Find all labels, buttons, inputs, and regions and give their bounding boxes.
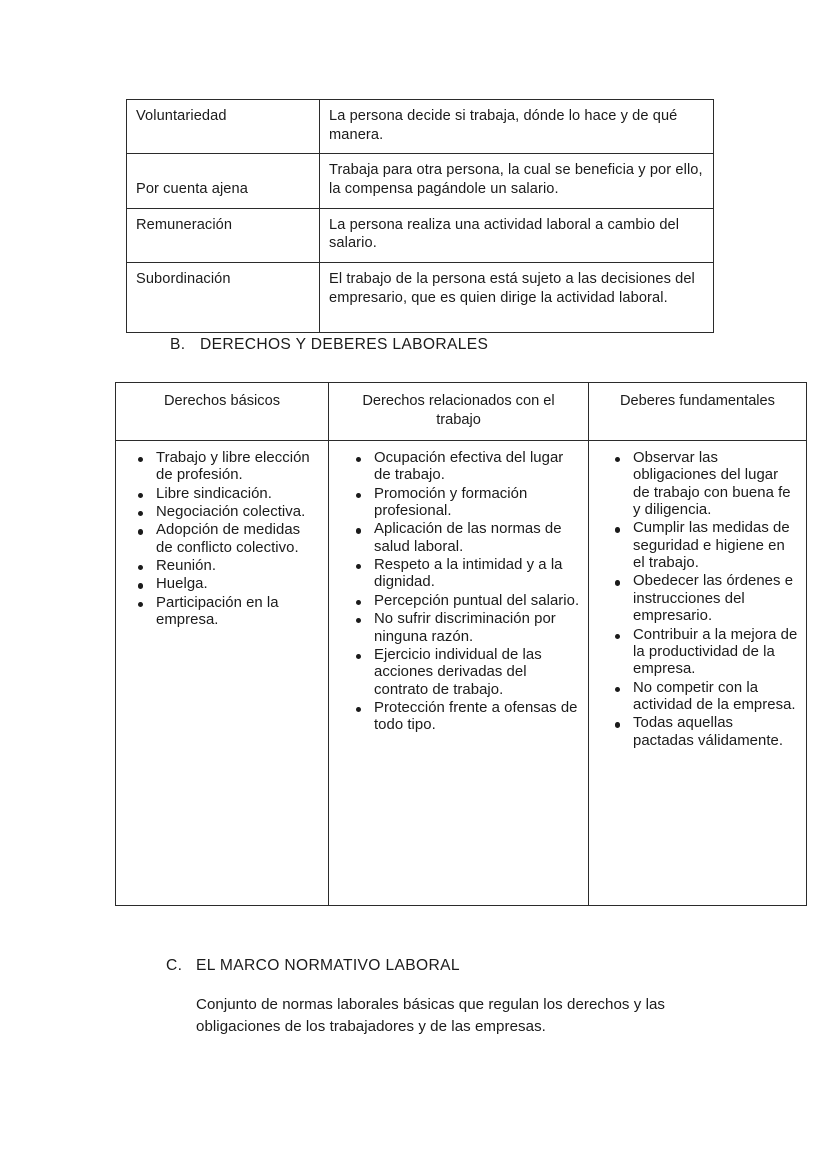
table-row (116, 440, 807, 905)
list-item: Obedecer las órdenes e instrucciones del empresario. (631, 573, 798, 625)
list-item: Adopción de medidas de conflicto colectivo. (154, 522, 320, 557)
list-item: Participación en la empresa. (154, 595, 320, 630)
list-item: Aplicación de las normas de salud laboral. (372, 521, 580, 556)
section-heading-b (170, 336, 488, 354)
characteristic-term: Subordinación (127, 263, 320, 333)
table-row (127, 263, 714, 333)
cell-work-related-rights (329, 440, 589, 905)
characteristics-table-body (127, 100, 714, 333)
table-row (127, 208, 714, 262)
list-item: Respeto a la intimidad y a la dignidad. (372, 557, 580, 592)
work-related-rights-list (329, 441, 588, 742)
list-item: Negociación colectiva. (154, 504, 320, 521)
table-row (127, 154, 714, 208)
section-marker: B. (170, 336, 186, 353)
characteristic-definition: La persona realiza una actividad laboral a cambio del salario. (320, 208, 714, 262)
list-item: Ejercicio individual de las acciones derivadas del contrato de trabajo. (372, 647, 580, 699)
rights-and-duties-table (115, 382, 807, 906)
list-item: No competir con la actividad de la empresa. (631, 680, 798, 715)
section-title: DERECHOS Y DEBERES LABORALES (200, 336, 489, 353)
section-c-body: Conjunto de normas laborales básicas que regulan los derechos y las obligaciones de los trabajadores y de las empresas. (196, 996, 666, 1035)
list-item: Ocupación efectiva del lugar de trabajo. (372, 450, 580, 485)
list-item: Contribuir a la mejora de la productividad de la empresa. (633, 626, 798, 678)
column-header-fundamental-duties: Deberes fundamentales (589, 383, 807, 441)
list-item: Percepción puntual del salario. (374, 592, 580, 609)
characteristic-term: Remuneración (127, 208, 320, 262)
rights-table-body (116, 440, 807, 905)
section-title: EL MARCO NORMATIVO LABORAL (196, 957, 460, 974)
list-item: Todas aquellas pactadas válidamente. (631, 715, 798, 750)
list-item: Reunión. (154, 558, 320, 575)
list-item: Trabajo y libre elección de profesión. (154, 450, 320, 485)
table-row (127, 100, 714, 154)
column-header-basic-rights: Derechos básicos (116, 383, 329, 441)
list-item: Promoción y formación profesional. (372, 486, 580, 521)
section-marker: C. (166, 957, 183, 974)
rights-table-head (116, 383, 807, 441)
characteristic-term: Por cuenta ajena (127, 154, 320, 208)
list-item: No sufrir discriminación por ninguna razón. (372, 611, 580, 646)
list-item: Protección frente a ofensas de todo tipo. (372, 700, 580, 735)
characteristics-table (126, 99, 714, 333)
section-heading-c (166, 957, 460, 975)
cell-fundamental-duties (589, 440, 807, 905)
list-item: Libre sindicación. (154, 486, 320, 503)
basic-rights-list (116, 441, 328, 637)
list-item: Cumplir las medidas de seguridad e higiene en el trabajo. (631, 520, 798, 572)
table-header-row (116, 383, 807, 441)
characteristic-definition: La persona decide si trabaja, dónde lo hace y de qué manera. (320, 100, 714, 154)
fundamental-duties-list (589, 441, 806, 757)
list-item: Observar las obligaciones del lugar de trabajo con buena fe y diligencia. (631, 450, 798, 519)
characteristic-definition: Trabaja para otra persona, la cual se beneficia y por ello, la compensa pagándole un salario. (320, 154, 714, 208)
list-item: Huelga. (154, 576, 320, 593)
column-header-work-related-rights: Derechos relacionados con el trabajo (329, 383, 589, 441)
cell-basic-rights (116, 440, 329, 905)
characteristic-term: Voluntariedad (127, 100, 320, 154)
characteristic-definition: El trabajo de la persona está sujeto a las decisiones del empresario, que es quien dirige la actividad laboral. (320, 263, 714, 333)
